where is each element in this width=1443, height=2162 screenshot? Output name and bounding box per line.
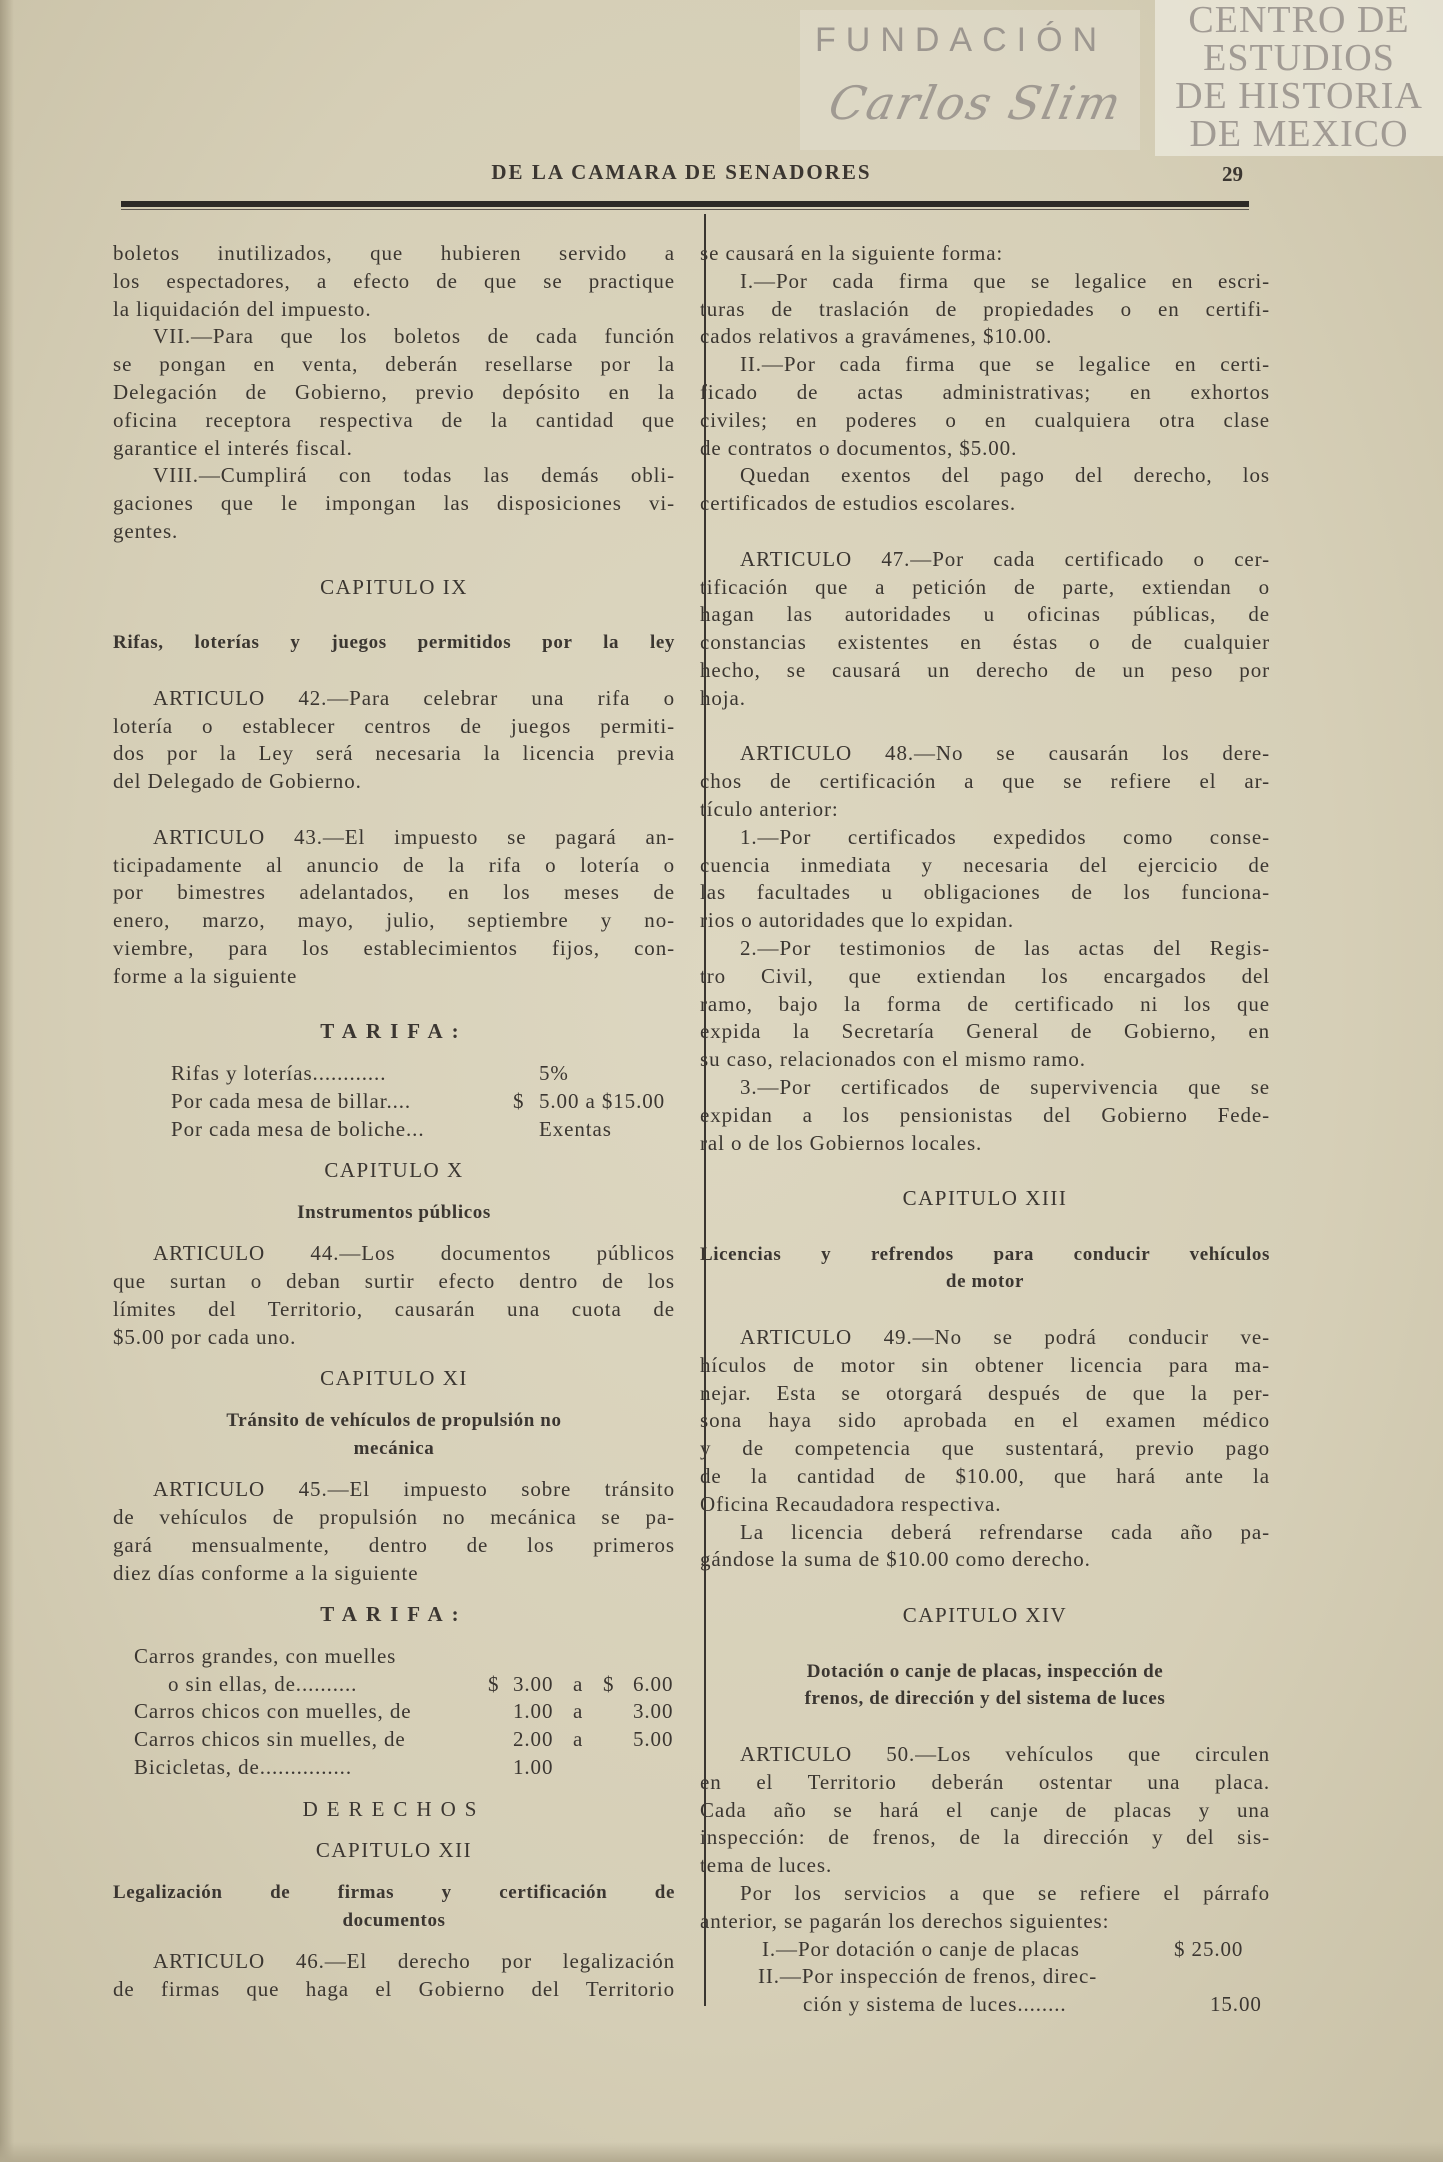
tariff-row: [113, 1726, 675, 1754]
tariff-concept: Rifas y loterías............: [171, 1060, 387, 1085]
tariff-concept: Por cada mesa de boliche...: [171, 1116, 425, 1141]
text-line: Cada año se hará el canje de placas y una: [700, 1797, 1270, 1822]
item-48-1: [700, 824, 1270, 935]
tariff-concept: ción y sistema de luces........: [803, 1992, 1067, 2017]
text-line: Legalización de firmas y certificación de: [113, 1881, 675, 1903]
right-column: [700, 240, 1270, 2019]
chapter-heading: CAPITULO XIII: [902, 1186, 1068, 1211]
text-line: $5.00 por cada uno.: [113, 1324, 297, 1349]
running-header-title: DE LA CAMARA DE SENADORES: [491, 160, 872, 184]
chapter-title: [113, 1199, 675, 1227]
text-line: rios o autoridades que lo expidan.: [700, 908, 1015, 933]
text-line: enero, marzo, mayo, julio, septiembre y no-: [113, 908, 675, 933]
text-line: viembre, para los establecimientos fijos, con-: [113, 935, 675, 960]
text-line: Dotación o canje de placas, inspección de: [806, 1660, 1164, 1682]
text-line: chos de certificación a que se refiere el ar-: [700, 769, 1270, 794]
text-line: Tránsito de vehículos de propulsión no: [226, 1409, 562, 1431]
text-line: límites del Territorio, causarán una cuota de: [113, 1296, 675, 1321]
tariff-a: a: [573, 1727, 584, 1752]
tariff-row: [113, 1116, 675, 1144]
article-49: [700, 1324, 1270, 1519]
chapter-title: [113, 1407, 675, 1463]
chapter-heading: CAPITULO X: [324, 1158, 464, 1183]
text-line: La licencia deberá refrendarse cada año pa-: [740, 1519, 1270, 1544]
text-line: I.—Por cada firma que se legalice en escri-: [740, 268, 1270, 293]
article-43: [113, 824, 675, 991]
paragraph-i: [700, 268, 1270, 351]
text-line: II.—Por cada firma que se legalice en certi-: [740, 352, 1270, 377]
tariff-title: TARIFA:: [320, 1019, 468, 1044]
text-line: Instrumentos públicos: [297, 1201, 491, 1223]
article-45: [113, 1476, 675, 1587]
text-line: ARTICULO 50.—Los vehículos que circulen: [740, 1742, 1270, 1767]
text-line: gará mensualmente, dentro de los primeros: [113, 1532, 675, 1557]
text-line: turas de traslación de propiedades o en certifi-: [700, 296, 1270, 321]
tariff-table: [113, 1060, 675, 1143]
tariff-row: [113, 1088, 675, 1116]
text-line: Licencias y refrendos para conducir vehículos: [700, 1243, 1270, 1265]
text-line: ficado de actas administrativas; en exhortos: [700, 379, 1270, 404]
text-line: VII.—Para que los boletos de cada función: [153, 324, 675, 349]
tariff-value: 5.00 a $15.00: [539, 1088, 666, 1113]
tariff-row: [700, 1991, 1270, 2019]
text-line: 2.—Por testimonios de las actas del Regis-: [740, 935, 1270, 960]
tariff-value: Exentas: [539, 1116, 612, 1141]
text-line: Quedan exentos del pago del derecho, los: [740, 463, 1270, 488]
text-line: hoja.: [700, 685, 746, 710]
watermark-line: ESTUDIOS: [1203, 37, 1395, 79]
chapter-heading: CAPITULO XI: [320, 1366, 468, 1391]
header-rule-thin: [121, 209, 1249, 210]
text-line: civiles; en poderes o en cualquiera otra clase: [700, 407, 1270, 432]
paragraph-viii: [113, 462, 675, 545]
text-line: Delegación de Gobierno, previo depósito en la: [113, 379, 675, 404]
text-line: ARTICULO 48.—No se causarán los dere-: [740, 741, 1270, 766]
text-line: ARTICULO 44.—Los documentos públicos: [153, 1241, 675, 1266]
watermark-line: DE HISTORIA: [1175, 75, 1423, 117]
text-line: tificación que a petición de parte, extiendan o: [700, 574, 1270, 599]
text-line: Oficina Recaudadora respectiva.: [700, 1491, 1002, 1516]
text-line: garantice el interés fiscal.: [113, 435, 353, 460]
paragraph-vii: [113, 323, 675, 462]
text-line: ARTICULO 49.—No se podrá conducir ve-: [740, 1325, 1270, 1350]
tariff-row: [113, 1643, 675, 1671]
tariff-to: 6.00: [633, 1671, 674, 1696]
text-line: los espectadores, a efecto de que se practique: [113, 268, 675, 293]
text-line: cados relativos a gravámenes, $10.00.: [700, 324, 1053, 349]
text-line: su caso, relacionados con el mismo ramo.: [700, 1047, 1086, 1072]
text-line: nejar. Esta se otorgará después de que la per-: [700, 1380, 1270, 1405]
text-line: certificados de estudios escolares.: [700, 491, 1017, 516]
article-47: [700, 546, 1270, 713]
paragraph-licencia: [700, 1519, 1270, 1575]
article-46: [113, 1948, 675, 2004]
tariff-a: a: [573, 1671, 584, 1696]
item-48-3: [700, 1074, 1270, 1157]
chapter-heading: CAPITULO IX: [320, 574, 468, 599]
tariff-concept: I.—Por dotación o canje de placas: [762, 1936, 1080, 1961]
text-line: se pongan en venta, deberán resellarse por la: [113, 352, 675, 377]
text-line: ARTICULO 42.—Para celebrar una rifa o: [153, 685, 675, 710]
item-48-2: [700, 935, 1270, 1074]
header-rule: [121, 201, 1249, 207]
text-line: se causará en la siguiente forma:: [700, 241, 1004, 265]
tariff-concept: Carros grandes, con muelles: [134, 1643, 397, 1668]
text-line: oficina receptora respectiva de la cantidad que: [113, 407, 675, 432]
text-line: de firmas que haga el Gobierno del Territorio: [113, 1976, 675, 2001]
watermark-line: CENTRO DE: [1188, 0, 1410, 41]
text-line: de motor: [945, 1271, 1025, 1293]
paragraph: [700, 240, 1270, 268]
tariff-to: 3.00: [633, 1699, 674, 1724]
text-line: tro Civil, que extiendan los encargados del: [700, 963, 1270, 988]
text-line: VIII.—Cumplirá con todas las demás obli-: [153, 463, 675, 488]
text-line: y de competencia que sustentará, previo pago: [700, 1436, 1270, 1461]
paragraph: [113, 240, 675, 323]
page-edge: [0, 2142, 1443, 2162]
tariff-value: 5%: [539, 1060, 569, 1085]
paragraph-servicios: [700, 1880, 1270, 1936]
watermark-signature: Carlos Slim: [824, 76, 1128, 130]
tariff-table: [700, 1936, 1270, 2019]
tariff-concept: Por cada mesa de billar....: [171, 1088, 412, 1113]
text-line: del Delegado de Gobierno.: [113, 769, 362, 794]
tariff-row: [113, 1754, 675, 1782]
tariff-concept: Bicicletas, de...............: [134, 1755, 352, 1780]
chapter-title: [113, 629, 675, 657]
tariff-value: 15.00: [1210, 1992, 1262, 2017]
article-42: [113, 685, 675, 796]
section-heading: DERECHOS: [302, 1796, 486, 1821]
text-line: Por los servicios a que se refiere el párrafo: [740, 1881, 1270, 1906]
text-line: constancias existentes en éstas o de cualquier: [700, 630, 1270, 655]
tariff-row: [700, 1963, 1270, 1991]
text-line: inspección: de frenos, de la dirección y del sis-: [700, 1825, 1270, 1850]
chapter-heading: CAPITULO XIV: [902, 1603, 1068, 1628]
tariff-currency: $: [603, 1671, 615, 1696]
article-50: [700, 1741, 1270, 1880]
text-line: lotería o establecer centros de juegos permiti-: [113, 713, 675, 738]
text-line: forme a la siguiente: [113, 963, 298, 988]
article-48: [700, 740, 1270, 823]
text-line: las facultades u obligaciones de los funciona-: [700, 880, 1270, 905]
text-line: ARTICULO 45.—El impuesto sobre tránsito: [153, 1477, 675, 1502]
text-line: expidan a los pensionistas del Gobierno Fede-: [700, 1102, 1270, 1127]
tariff-row: [113, 1698, 675, 1726]
tariff-row: [113, 1060, 675, 1088]
chapter-title: [113, 1879, 675, 1935]
text-line: documentos: [342, 1909, 446, 1931]
tariff-from: 1.00: [513, 1699, 554, 1724]
text-line: ARTICULO 46.—El derecho por legalización: [153, 1949, 675, 1974]
tariff-table: [113, 1643, 675, 1782]
tariff-concept: II.—Por inspección de frenos, direc-: [758, 1964, 1098, 1989]
text-line: gándose la suma de $10.00 como derecho.: [700, 1547, 1091, 1572]
text-line: gentes.: [113, 518, 179, 543]
tariff-concept: Carros chicos sin muelles, de: [134, 1727, 406, 1752]
chapter-title: [700, 1241, 1270, 1297]
text-line: anterior, se pagarán los derechos siguientes:: [700, 1908, 1110, 1933]
chapter-heading: CAPITULO XII: [315, 1838, 473, 1863]
watermark-line: DE MEXICO: [1189, 113, 1409, 155]
chapter-title: [700, 1658, 1270, 1714]
text-line: ramo, bajo la forma de certificado ni los que: [700, 991, 1270, 1016]
text-line: diez días conforme a la siguiente: [113, 1560, 419, 1585]
tariff-concept: Carros chicos con muelles, de: [134, 1699, 412, 1724]
paragraph-exentos: [700, 462, 1270, 518]
tariff-a: a: [573, 1699, 584, 1724]
text-line: cuencia inmediata y necesaria del ejercicio de: [700, 852, 1270, 877]
paragraph-ii: [700, 351, 1270, 462]
tariff-from: 2.00: [513, 1727, 554, 1752]
tariff-title: TARIFA:: [320, 1602, 468, 1627]
text-line: tículo anterior:: [700, 796, 839, 821]
text-line: gaciones que le impongan las disposiciones vi-: [113, 491, 675, 516]
tariff-currency: $: [488, 1671, 500, 1696]
page-number: 29: [1222, 162, 1243, 186]
tariff-row: [113, 1671, 675, 1699]
tariff-value: $ 25.00: [1174, 1936, 1244, 1961]
text-line: ARTICULO 47.—Por cada certificado o cer-: [740, 546, 1270, 571]
tariff-to: 5.00: [633, 1727, 674, 1752]
text-line: ticipadamente al anuncio de la rifa o lotería o: [113, 852, 675, 877]
tariff-from: 3.00: [513, 1671, 554, 1696]
text-line: la liquidación del impuesto.: [113, 296, 372, 321]
text-line: hecho, se causará un derecho de un peso por: [700, 657, 1270, 682]
tariff-from: 1.00: [513, 1755, 554, 1780]
tariff-currency: $: [513, 1088, 525, 1113]
left-column: [113, 240, 675, 2004]
text-line: 3.—Por certificados de supervivencia que se: [740, 1074, 1270, 1099]
text-line: Rifas, loterías y juegos permitidos por la ley: [113, 632, 675, 654]
article-44: [113, 1240, 675, 1351]
text-line: de la cantidad de $10.00, que hará ante la: [700, 1464, 1270, 1489]
watermark-foundation: FUNDACIÓN: [815, 21, 1108, 59]
text-line: dos por la Ley será necesaria la licencia previa: [113, 741, 675, 766]
text-line: de contratos o documentos, $5.00.: [700, 435, 1018, 460]
text-line: sona haya sido aprobada en el examen médico: [700, 1408, 1270, 1433]
text-line: ARTICULO 43.—El impuesto se pagará an-: [153, 824, 675, 849]
tariff-concept: o sin ellas, de..........: [168, 1671, 358, 1696]
text-line: que surtan o deban surtir efecto dentro de los: [113, 1269, 675, 1294]
text-line: expida la Secretaría General de Gobierno, en: [700, 1019, 1270, 1044]
text-line: frenos, de dirección y del sistema de luces: [804, 1688, 1166, 1710]
text-line: por bimestres adelantados, en los meses de: [113, 880, 675, 905]
text-line: boletos inutilizados, que hubieren servido a: [113, 241, 675, 265]
text-line: ral o de los Gobiernos locales.: [700, 1130, 983, 1155]
page-edge: [0, 0, 14, 2162]
tariff-row: [700, 1936, 1270, 1964]
text-line: mecánica: [353, 1437, 435, 1459]
text-line: hículos de motor sin obtener licencia para ma-: [700, 1352, 1270, 1377]
text-line: en el Territorio deberán ostentar una placa.: [700, 1769, 1270, 1794]
text-line: de vehículos de propulsión no mecánica se pa-: [113, 1505, 675, 1530]
text-line: tema de luces.: [700, 1853, 833, 1878]
text-line: 1.—Por certificados expedidos como conse-: [740, 824, 1270, 849]
text-line: hagan las autoridades u oficinas públicas, de: [700, 602, 1270, 627]
